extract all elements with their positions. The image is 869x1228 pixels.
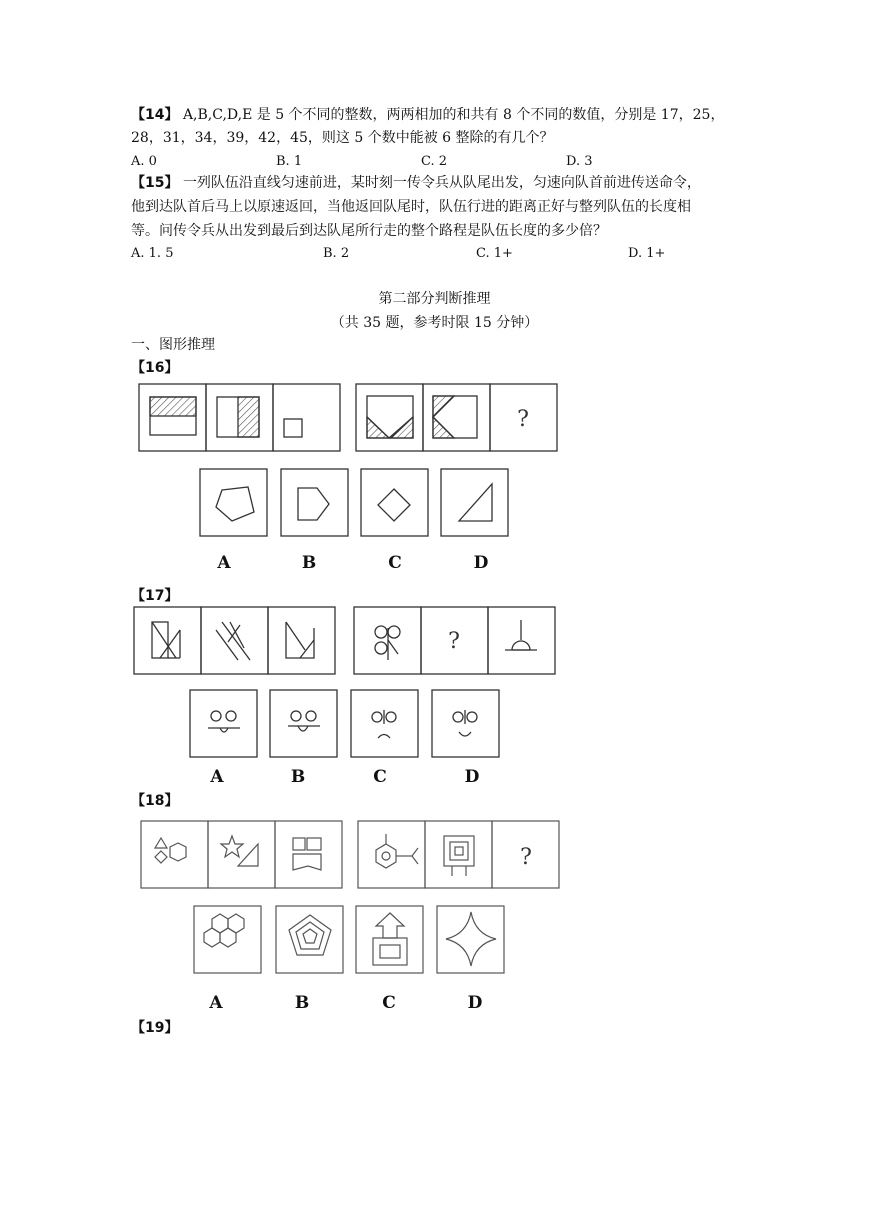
q19-number: 【19】 [131,1020,179,1036]
q15-number: 【15】 [131,175,179,191]
q16-stem-2 [206,384,273,451]
q18-label-b: B [294,993,310,1013]
q18-stem-2 [208,821,275,888]
q15-option-b: B. 2 [323,246,350,261]
q17-stem-4 [354,607,421,674]
section-subtitle: （共 35 题，参考时限 15 分钟） [330,315,539,331]
q18-label-c: C [382,993,396,1013]
q17-number: 【17】 [131,588,179,604]
q17-stem-1 [134,607,201,674]
q16-label-b: B [301,553,317,573]
q16-option-b-figure [281,469,348,536]
q18-stem-1 [141,821,208,888]
q14-option-b: B. 1 [276,154,303,169]
q14-text-1: A,B,C,D,E 是 5 个不同的整数，两两相加的和共有 8 个不同的数值，分别是 17，25， [182,107,725,123]
q15-line3: 等。问传令兵从出发到最后到达队尾所行走的整个路程是队伍长度的多少倍？ [131,223,607,239]
q16-stem-5 [423,384,490,451]
q16-figure [139,384,557,536]
q16-stem-3 [273,384,340,451]
q16-question-mark: ? [517,407,529,432]
q17-option-c-figure [351,690,418,757]
q17-option-d-figure [432,690,499,757]
q16-option-a-figure [200,469,267,536]
q18-label-d: D [467,993,483,1013]
q18-option-c-figure [356,906,423,973]
q17-figure [134,607,555,757]
q14-number: 【14】 [131,107,179,123]
q17-label-c: C [373,767,387,787]
q18-option-d-figure [437,906,504,973]
q14-option-a: A. 0 [131,154,157,169]
q15-option-a: A. 1. 5 [131,246,174,261]
q14-option-c: C. 2 [421,154,448,169]
q18-label-a: A [209,993,223,1013]
q16-label-a: A [217,553,231,573]
q18-number: 【18】 [131,793,179,809]
q18-question-mark: ? [520,845,532,870]
q18-stem-4 [358,821,425,888]
q16-label-c: C [388,553,402,573]
sub-heading: 一、图形推理 [131,337,215,353]
q16-option-c-figure [361,469,428,536]
q18-option-b-figure [276,906,343,973]
q17-label-a: A [210,767,224,787]
q16-number: 【16】 [131,360,179,376]
q16-stem-1 [139,384,206,451]
q16-label-d: D [473,553,489,573]
q16-stem-4 [356,384,423,451]
q17-stem-3 [268,607,335,674]
q17-option-b-figure [270,690,337,757]
q18-stem-5 [425,821,492,888]
q15-line2: 他到达队首后马上以原速返回，当他返回队尾时，队伍行进的距离正好与整列队伍的长度相 [131,199,691,215]
q15-option-c: C. 1+ [476,246,513,261]
q17-label-d: D [464,767,480,787]
q18-figure [141,821,559,973]
section-title: 第二部分判断推理 [378,291,491,307]
q17-option-a-figure [190,690,257,757]
q18-stem-3 [275,821,342,888]
q17-question-mark: ? [448,629,460,654]
q17-stem-6 [488,607,555,674]
q16-option-d-figure [441,469,508,536]
q14-line2: 28，31，34，39，42，45，则这 5 个数中能被 6 整除的有几个？ [131,130,554,146]
q15-text-1: 一列队伍沿直线匀速前进，某时刻一传令兵从队尾出发，匀速向队首前进传送命令， [182,175,701,191]
q17-label-b: B [290,767,306,787]
q18-option-a-figure [194,906,261,973]
q17-stem-2 [201,607,268,674]
q14-option-d: D. 3 [566,154,593,169]
q15-option-d: D. 1+ [628,246,666,261]
